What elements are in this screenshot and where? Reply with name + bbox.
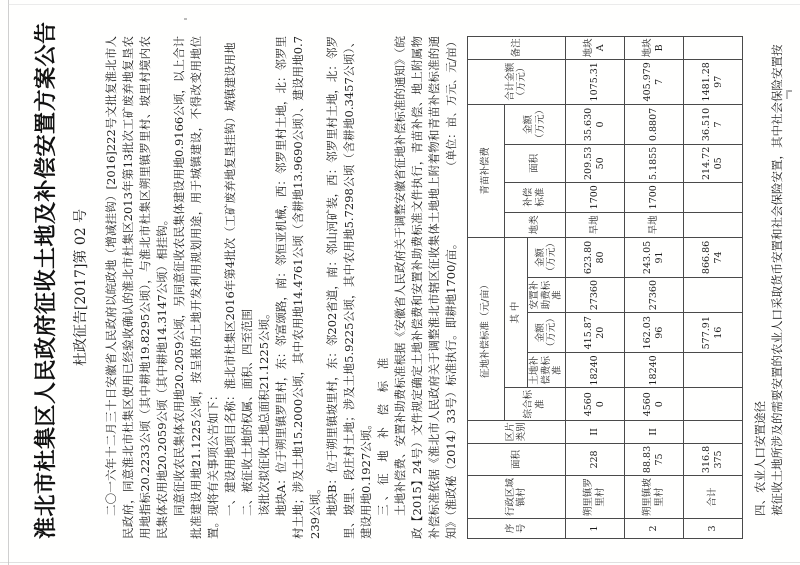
table-cell [683, 212, 742, 237]
col-serial-number: 序号 [468, 518, 566, 538]
land-compensation-table [467, 36, 743, 539]
paragraph-compensation-basis: 土地补偿费、安置补助费标准根据《安徽省人民政府关于调整安徽省征地补偿标准的通知》（皖政【2015】24号）文件规定确定土地补偿费和安置补助费标准文件执行，青苗补偿、地上附属物补偿标准依据《淮北市人民政府关于调整淮北市辖区征收集体土地地上附着物和青苗补偿标准的通知》（淮政秘（2014）33号）标准执行。即耕地1700/亩。 [393, 36, 458, 539]
table-cell: 866.8674 [683, 237, 742, 277]
col-crop-amount: 金额（万元） [505, 104, 566, 144]
col-crop-standard: 补偿标准 [505, 182, 566, 212]
table-cell: 朔里镇罗里村 [565, 476, 624, 519]
table-cell: 405.9797 [624, 59, 683, 104]
table-cell: 1 [565, 518, 624, 538]
table-cell: 2 [624, 518, 683, 538]
table-cell: 合计 [683, 476, 742, 519]
table-cell: 316.8375 [683, 443, 742, 476]
table-cell [683, 37, 742, 60]
col-area: 面积 [468, 443, 566, 476]
table-row [624, 37, 683, 539]
col-remarks: 备注 [468, 37, 566, 60]
table-cell: 1075.31 [565, 59, 624, 104]
paragraph-resettlement: 被征收土地所涉及的需要安置的农业人口采取货币安置和社会保险安置，其中社会保险安置按 [769, 44, 784, 516]
group-land-compensation-standard: 征地补偿标准（元/亩） [468, 237, 505, 420]
table-cell: 214.7205 [683, 145, 742, 183]
group-crop-compensation: 青苗补偿费 [468, 104, 505, 237]
scan-edge-artifact-bottom [0, 562, 800, 563]
table-cell: 18240 [624, 353, 683, 388]
table-cell: 35.6300 [565, 104, 624, 144]
table-cell: 577.9116 [683, 313, 742, 353]
table-cell: 0.8807 [624, 104, 683, 144]
table-cell: 旱地 [565, 212, 624, 237]
table-cell [683, 182, 742, 212]
doc-title: 淮北市杜集区人民政府征收土地及补偿安置方案公告 [33, 21, 59, 539]
paragraph-consent: 同意征收农民集体农用地20.2059公顷，另同意征收农民集体建设用地0.9166公顷，以上合计批准建设用地21.1225公顷，按呈报的土地开发利用规划用途，用于城镇建设，不得改变用地位置。现将有关事项公告如下： [172, 36, 220, 539]
doc-number: 杜政征告[2017]第 02 号 [73, 208, 89, 367]
table-cell: 88.8375 [624, 443, 683, 476]
table-cell: 1700 [565, 182, 624, 212]
table-cell: 地块A [565, 37, 624, 60]
table-cell: 623.8080 [565, 237, 624, 277]
table-cell [683, 278, 742, 313]
table-header [468, 37, 566, 539]
heading-project-name: 一、建设用地项目名称：淮北市杜集区2016年第4批次（工矿废弃地复垦挂钩）城镇建设用地 [223, 42, 237, 516]
table-cell [683, 388, 742, 421]
table-cell: 243.0591 [624, 237, 683, 277]
table-body [565, 37, 742, 539]
col-crop-area: 面积 [505, 145, 566, 183]
table-cell: II [624, 421, 683, 444]
table-cell: 228 [565, 443, 624, 476]
col-zone-class: 区片类别 [468, 421, 566, 444]
heading-land-scope: 二、被征收土地的权属、面积、四至范围 [240, 309, 254, 516]
table-cell: 27360 [624, 278, 683, 313]
table-cell: 18240 [565, 353, 624, 388]
scan-edge-artifact-left [8, 0, 9, 565]
table-cell [683, 353, 742, 388]
scan-speck [788, 90, 792, 92]
table-cell: 3 [683, 518, 742, 538]
table-row [683, 37, 742, 539]
table-cell: 朔里镇坡里村 [624, 476, 683, 519]
table-cell: 1700 [624, 182, 683, 212]
paragraph-total-area: 该批次拟征收土地总面积21.1225公顷。 [257, 307, 271, 516]
table-cell: 旱地 [624, 212, 683, 237]
table-cell: 162.0396 [624, 313, 683, 353]
table-cell: 45600 [565, 388, 624, 421]
col-admin-region: 行政区域镇村 [468, 476, 566, 519]
col-composite-standard: 综合标准 [505, 388, 566, 421]
table-cell [683, 421, 742, 444]
unit-note: （单位：亩、万元、元/亩） [445, 36, 458, 172]
compensation-basis-block [392, 36, 460, 539]
heading-compensation-standard: 三、征 地 补 偿 标 准 [376, 353, 390, 516]
col-resettle-fee-standard: 安置补助费标准 [528, 278, 566, 313]
table-row [565, 37, 624, 539]
paragraph-plot-b: 地块B：位于朔里镇坡里村，东：邻202省道，南：邻山河矿装，西：邻罗里村土地，北：邻罗里、坡里、段庄村土地；涉及土地5.9225公顷，其中农用地5.7298公顷（含耕地0.3457公顷）、建设用地0.1927公顷。 [325, 36, 373, 539]
col-land-fee-amount: 金额（万元） [528, 313, 566, 353]
scan-edge-artifact-top [8, 4, 800, 5]
scan-speck [184, 18, 187, 20]
col-total-amount: 合计金额（万元） [468, 59, 566, 104]
paragraph-approval: 二〇一六年十二月三十日安徽省人民政府以皖政地（增减挂钩）[2016]222号文批复淮北市人民政府，同意淮北市杜集区使用已经验收确认的淮北市杜集区2013年第13批次工矿废弃地复垦农用地指标20.2233公顷（其中耕地19.8295公顷），与淮北市杜集区朔里镇罗里村、坡里村境内农民集体农用地20.2059公顷（其中耕地14.3147公顷）相挂钩。 [104, 36, 169, 539]
paragraph-plot-a: 地块A：位于朔里镇罗里村，东：邻富颂路，南：邻恒亚机械，西：邻罗里村土地，北：邻罗里村土地；涉及土地15.2000公顷，其中农用地14.4761公顷（含耕地13.9690公顷）、建设用地0.7239公顷。 [274, 36, 322, 539]
group-among-which: 其 中 [505, 237, 528, 388]
table-cell: II [565, 421, 624, 444]
table-cell: 36.5107 [683, 104, 742, 144]
table-cell: 45600 [624, 388, 683, 421]
table-cell: 27360 [565, 278, 624, 313]
table-cell: 209.5350 [565, 145, 624, 183]
doc-body [103, 36, 786, 539]
col-land-fee-standard: 土地补偿费标准 [528, 353, 566, 388]
col-land-type: 地类 [505, 212, 566, 237]
table-cell: 1481.2897 [683, 59, 742, 104]
table-cell: 地块B [624, 37, 683, 60]
table-cell: 5.1855 [624, 145, 683, 183]
col-resettle-fee-amount: 金额（万元） [528, 237, 566, 277]
table-cell: 415.8720 [565, 313, 624, 353]
heading-resettlement: 四、农业人口安置途径 [752, 401, 767, 516]
